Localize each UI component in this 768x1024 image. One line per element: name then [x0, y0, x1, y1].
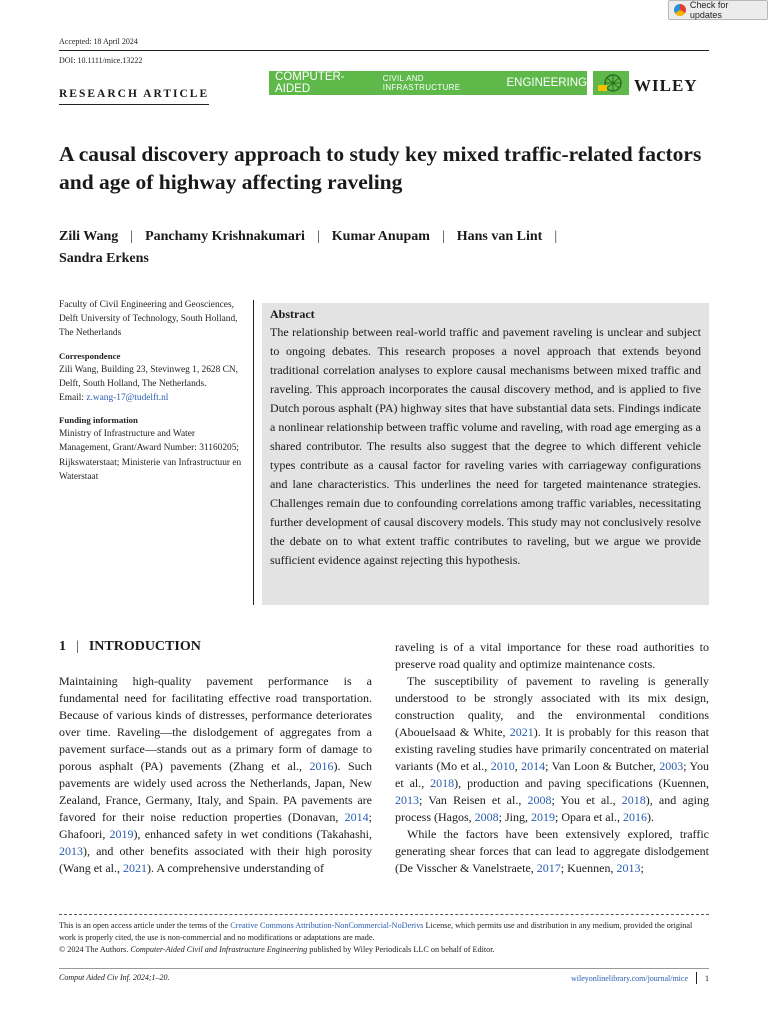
- author-separator: |: [554, 229, 558, 244]
- sidebar-divider: [253, 300, 254, 605]
- citation-link[interactable]: 2019: [109, 827, 134, 841]
- section-number: 1: [59, 639, 66, 654]
- text-run: © 2024 The Authors.: [59, 945, 131, 954]
- email-label: Email:: [59, 393, 84, 404]
- text-run: ; Ghafoori,: [59, 810, 372, 841]
- intro-column-left: [59, 673, 372, 877]
- author-list: [59, 226, 719, 270]
- check-for-updates-button[interactable]: [668, 0, 768, 20]
- citation-link[interactable]: 2016: [309, 759, 334, 773]
- text-run: ). Such pavements are widely used across the Netherlands, Japan, New Zealand, France, Germany, Italy, and Spain. PA pavements are favored for their noise reduction properties (Donavan,: [59, 759, 372, 824]
- paragraph: [395, 826, 709, 877]
- section-heading: [59, 639, 201, 655]
- text-run: The susceptibility of pavement to raveling is generally understood to be strongly associated with its mix design, construction quality, and the environmental conditions (Abouelsaad & White,: [395, 674, 709, 739]
- text-run: ; You et al.,: [395, 759, 709, 790]
- abstract-box: [262, 303, 709, 605]
- citation-link[interactable]: 2010: [490, 759, 515, 773]
- funding-text: Ministry of Infrastructure and Water Management, Grant/Award Number: 31160205; Rijkswaterstaat; Ministerie van Infrastructuur en Waterstaat: [59, 429, 242, 482]
- check-updates-label: Check for updates: [689, 0, 729, 20]
- journal-name-part1: COMPUTER-AIDED: [275, 71, 345, 95]
- text-run: ;: [640, 861, 644, 875]
- text-run: ; Opara et al.,: [555, 810, 623, 824]
- funding-heading: Funding information: [59, 415, 138, 426]
- citation-link[interactable]: 2014: [521, 759, 546, 773]
- author[interactable]: Sandra Erkens: [59, 251, 149, 266]
- citation-link[interactable]: 2008: [474, 810, 499, 824]
- journal-name-italic: Computer-Aided Civil and Infrastructure Engineering: [130, 945, 308, 954]
- text-run: ; Van Reisen et al.,: [419, 793, 528, 807]
- correspondence-text: [59, 363, 244, 406]
- text-run: Maintaining high-quality pavement performance is a fundamental need for facilitating effective road transportation. Because of various kinds of distresses, performance deteriorates over time. Raveling—the dislodgement of aggregates from a pavement surface—stands out as a primary form of damage to porous asphalt (PA) pavements (Zhang et al.,: [59, 674, 372, 773]
- paragraph: raveling is of a vital importance for these road authorities to preserve road quality and optimize maintenance costs.: [395, 640, 709, 671]
- footer-rule: [59, 968, 709, 969]
- citation-link[interactable]: 2018: [430, 776, 455, 790]
- article-title: A causal discovery approach to study key mixed traffic-related factors and age of highway affecting raveling: [59, 142, 702, 194]
- abstract-text: The relationship between real-world traffic and pavement raveling is unclear and subject to ongoing debates. This research proposes a novel approach that extends beyond traditional correlation analyses to explore causal mechanisms between mixed traffic and raveling. This approach incorporates the causal discovery method, and is applied to five Dutch porous asphalt (PA) highway sites that have substantial data sets. Findings indicate a nonlinear relationship between traffic volume and raveling, with road age emerging as a shared contributor. The results also suggest that the degree to which different vehicle types contribute as a causal factor for raveling varies with carriageway configurations and lane characteristics. This underlines the need for targeted maintenance strategies. Challenges remain due to confounding correlations among traffic variables, necessitating further development of causal discovery models. This study may not conclusively resolve the debate on to what extent traffic contributes to raveling, but we argue we provide sufficient evidence against rejecting this hypothesis.: [270, 325, 701, 567]
- text-run: ).: [646, 810, 654, 824]
- text-run: This is an open access article under the terms of the: [59, 921, 231, 930]
- text-run: While the factors have been extensively explored, traffic generating shear forces that can lead to aggregate dislodgement (De Visscher & Vanelstraete,: [395, 827, 709, 875]
- page-separator: [696, 972, 697, 984]
- citation-link[interactable]: 2014: [344, 810, 369, 824]
- author[interactable]: Zili Wang: [59, 229, 119, 244]
- abstract-heading: Abstract: [270, 307, 315, 321]
- citation-link[interactable]: 2021: [123, 861, 148, 875]
- footer-citation: Comput Aided Civ Inf. 2024;1–20.: [59, 973, 170, 982]
- citation-link[interactable]: 2003: [659, 759, 684, 773]
- text-run: ; You et al.,: [551, 793, 622, 807]
- text-run: ). A comprehensive understanding of: [147, 861, 324, 875]
- text-run: ; Kuennen,: [560, 861, 617, 875]
- license-divider: [59, 914, 709, 915]
- text-run: ), production and paving specifications (Kuennen,: [454, 776, 709, 790]
- license-notice: [59, 920, 709, 956]
- journal-name-part2: CIVIL AND INFRASTRUCTURE: [382, 74, 461, 92]
- paragraph: [395, 673, 709, 826]
- citation-link[interactable]: 2016: [622, 810, 647, 824]
- citation-link[interactable]: 2013: [616, 861, 641, 875]
- text-run: License, which permits use and distribution in any medium, provided the original work is properly cited, the use is non-commercial and no modifications or adaptations are made.: [59, 921, 693, 942]
- journal-url-link[interactable]: wileyonlinelibrary.com/journal/mice: [571, 973, 688, 983]
- author-separator: |: [316, 229, 320, 244]
- text-run: ), and other benefits associated with their high porosity (Wang et al.,: [59, 844, 372, 875]
- page-number: 1: [705, 973, 709, 983]
- text-run: ; Van Loon & Butcher,: [545, 759, 660, 773]
- text-run: published by Wiley Periodicals LLC on behalf of Editor.: [307, 945, 495, 954]
- paragraph: [59, 673, 372, 877]
- author[interactable]: Panchamy Krishnakumari: [145, 229, 305, 244]
- journal-logo-icon: [593, 71, 629, 95]
- citation-link[interactable]: 2021: [509, 725, 534, 739]
- email-link[interactable]: z.wang-17@tudelft.nl: [86, 393, 169, 404]
- footer-right: [571, 972, 709, 984]
- text-run: ). It is probably for this reason that existing raveling studies have primarily concentrated on material variants (Mo et al.,: [395, 725, 709, 773]
- citation-link[interactable]: 2019: [531, 810, 555, 824]
- author-separator: |: [441, 229, 445, 244]
- citation-link[interactable]: 2013: [395, 793, 419, 807]
- publisher-logo: WILEY: [634, 76, 698, 95]
- correspondence-heading: Correspondence: [59, 350, 121, 361]
- citation-link[interactable]: 2018: [621, 793, 646, 807]
- correspondence-address: Zili Wang, Building 23, Stevinweg 1, 2628 CN, Delft, South Holland, The Netherlands.: [59, 364, 239, 389]
- author[interactable]: Hans van Lint: [456, 229, 543, 244]
- citation-link[interactable]: 2017: [536, 861, 561, 875]
- license-link[interactable]: Creative Commons Attribution-NonCommercial-NoDerivs: [230, 921, 424, 930]
- citation-link[interactable]: 2013: [59, 844, 83, 858]
- text-run: ,: [514, 759, 522, 773]
- author-separator: |: [130, 229, 134, 244]
- affiliation: Faculty of Civil Engineering and Geosciences, Delft University of Technology, South Holland, The Netherlands: [59, 300, 238, 339]
- header-rule: [59, 50, 709, 51]
- citation-link[interactable]: 2008: [527, 793, 552, 807]
- journal-banner: [269, 71, 587, 95]
- section-title: INTRODUCTION: [88, 639, 201, 654]
- accepted-date: Accepted: 18 April 2024: [59, 37, 138, 46]
- text-run: ), enhanced safety in wet conditions (Takahashi,: [133, 827, 372, 841]
- intro-column-right: [395, 639, 709, 877]
- article-sidebar: [59, 298, 244, 484]
- crossmark-icon: [674, 4, 686, 16]
- article-type-underline: [59, 104, 209, 105]
- doi: DOI: 10.1111/mice.13222: [59, 56, 143, 65]
- author[interactable]: Kumar Anupam: [331, 229, 430, 244]
- section-separator: |: [76, 639, 79, 654]
- text-run: ), and aging process (Hagos,: [395, 793, 710, 824]
- article-type: RESEARCH ARTICLE: [59, 88, 210, 100]
- journal-name-part3: ENGINEERING: [506, 77, 587, 89]
- text-run: ; Jing,: [498, 810, 531, 824]
